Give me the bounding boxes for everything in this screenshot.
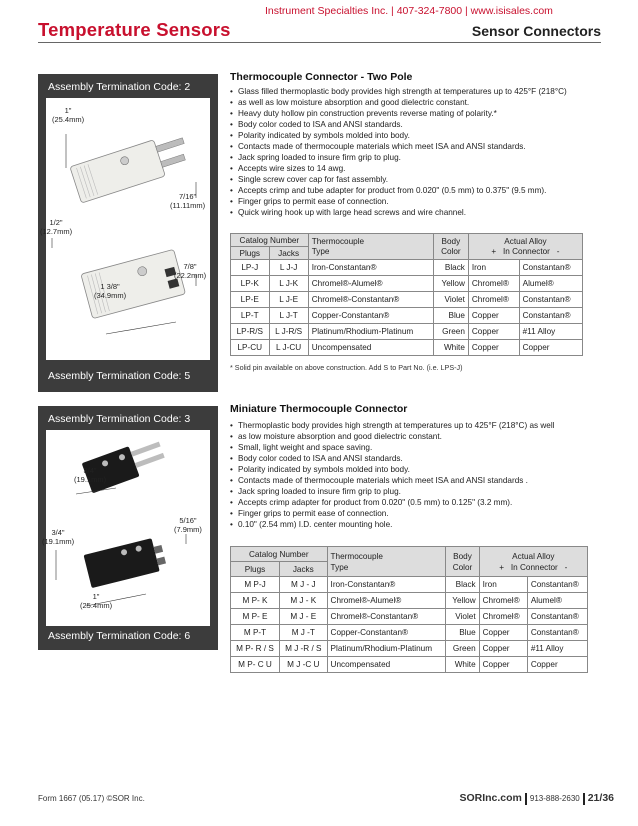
- table-cell: L J-T: [269, 308, 308, 324]
- table-cell: M P-J: [231, 577, 280, 593]
- dimension-label: 1" (25.4mm): [80, 592, 113, 610]
- feature-item: • Heavy duty hollow pin construction prevents reverse mating of polarity.*: [230, 108, 600, 119]
- termination-code-caption: Assembly Termination Code: 2: [48, 81, 191, 93]
- feature-item: • Jack spring loaded to insure firm grip to plug.: [230, 152, 600, 163]
- table-cell: L J-CU: [269, 340, 308, 356]
- feature-item: • Quick wiring hook up with large head screws and wire channel.: [230, 207, 600, 218]
- table-cell: Black: [433, 260, 468, 276]
- table-cell: LP-T: [231, 308, 270, 324]
- feature-item: • Small, light weight and space saving.: [230, 442, 600, 453]
- table-cell: M P- E: [231, 609, 280, 625]
- page-title: Temperature Sensors: [38, 19, 231, 40]
- product-photo-panel-2: [38, 406, 218, 650]
- form-number: Form 1667 (05.17) ©SOR Inc.: [38, 794, 145, 803]
- table-cell: Yellow: [446, 593, 479, 609]
- table-cell: L J-E: [269, 292, 308, 308]
- table-cell: Platinum/Rhodium-Platinum: [327, 641, 446, 657]
- divider: [583, 793, 585, 805]
- table-row: [231, 324, 583, 340]
- column-header-alloy: Actual Alloy + In Connector -: [479, 547, 587, 577]
- table-cell: Iron-Constantan®: [327, 577, 446, 593]
- column-header-type: Thermocouple Type: [308, 234, 433, 260]
- column-header-alloy: Actual Alloy + In Connector -: [468, 234, 582, 260]
- footnote: * Solid pin available on above construction. Add S to Part No. (i.e. LPS-J): [230, 363, 463, 372]
- table-cell: Chromel®: [468, 292, 519, 308]
- table-cell: Constantan®: [527, 625, 587, 641]
- table-cell: Copper: [527, 657, 587, 673]
- table-cell: Blue: [446, 625, 479, 641]
- feature-item: • Jack spring loaded to insure firm grip to plug.: [230, 486, 600, 497]
- table-cell: Black: [446, 577, 479, 593]
- feature-item: • Finger grips to permit ease of connection.: [230, 508, 600, 519]
- table-cell: Uncompensated: [308, 340, 433, 356]
- feature-item: • Glass filled thermoplastic body provides high strength at temperatures up to 425°F (218°C): [230, 86, 600, 97]
- dimension-label: 7/16" (11.11mm): [170, 192, 206, 210]
- table-cell: Constantan®: [527, 609, 587, 625]
- table-cell: M J -T: [280, 625, 328, 641]
- table-cell: LP-J: [231, 260, 270, 276]
- feature-list: [230, 420, 600, 530]
- feature-item: • as low moisture absorption and good dielectric constant.: [230, 431, 600, 442]
- feature-item: • Polarity indicated by symbols molded into body.: [230, 464, 600, 475]
- table-cell: Copper: [519, 340, 582, 356]
- table-cell: Chromel®-Alumel®: [308, 276, 433, 292]
- column-header-catalog: Catalog Number: [231, 547, 328, 562]
- header-contact: Instrument Specialties Inc. | 407-324-7800 | www.isisales.com: [265, 5, 553, 17]
- column-header-type: Thermocouple Type: [327, 547, 446, 577]
- feature-item: • Finger grips to permit ease of connection.: [230, 196, 600, 207]
- table-cell: Iron: [479, 577, 527, 593]
- table-cell: L J-R/S: [269, 324, 308, 340]
- table-cell: M J - E: [280, 609, 328, 625]
- catalog-table: [230, 233, 583, 356]
- table-cell: Violet: [446, 609, 479, 625]
- table-cell: Yellow: [433, 276, 468, 292]
- feature-item: • Single screw cover cap for fast assembly.: [230, 174, 600, 185]
- table-cell: M J - J: [280, 577, 328, 593]
- table-row: [231, 593, 588, 609]
- table-cell: LP-K: [231, 276, 270, 292]
- table-cell: Iron: [468, 260, 519, 276]
- table-cell: White: [446, 657, 479, 673]
- section-title: Thermocouple Connector - Two Pole: [230, 71, 413, 83]
- feature-item: • Contacts made of thermocouple materials which meet ISA and ANSI standards.: [230, 141, 600, 152]
- table-cell: Iron-Constantan®: [308, 260, 433, 276]
- table-cell: L J-K: [269, 276, 308, 292]
- feature-item: • Body color coded to ISA and ANSI standards.: [230, 119, 600, 130]
- table-cell: Chromel®-Alumel®: [327, 593, 446, 609]
- feature-item: • Polarity indicated by symbols molded into body.: [230, 130, 600, 141]
- dimension-label: 1/2" (12.7mm): [40, 218, 73, 236]
- table-cell: Green: [433, 324, 468, 340]
- table-cell: Green: [446, 641, 479, 657]
- dimension-label: 1" (25.4mm): [52, 106, 85, 124]
- dimension-label: 7/8" (22.2mm): [174, 262, 207, 280]
- termination-code-caption: Assembly Termination Code: 6: [48, 630, 191, 642]
- table-cell: M P-T: [231, 625, 280, 641]
- table-cell: L J-J: [269, 260, 308, 276]
- table-row: [231, 260, 583, 276]
- termination-code-caption: Assembly Termination Code: 5: [48, 370, 191, 382]
- table-cell: LP-CU: [231, 340, 270, 356]
- column-header-jacks: Jacks: [269, 247, 308, 260]
- feature-list: [230, 86, 600, 218]
- dimension-label: 3/4" (19.1mm): [74, 466, 107, 484]
- table-row: [231, 609, 588, 625]
- table-cell: M J -R / S: [280, 641, 328, 657]
- table-row: [231, 276, 583, 292]
- column-header-body-color: Body Color: [446, 547, 479, 577]
- table-cell: Copper: [479, 625, 527, 641]
- feature-item: • Accepts crimp adapter for product from 0.020" (0.5 mm) to 0.125" (3.2 mm).: [230, 497, 600, 508]
- column-header-plugs: Plugs: [231, 247, 270, 260]
- table-cell: Violet: [433, 292, 468, 308]
- table-row: [231, 641, 588, 657]
- table-cell: Uncompensated: [327, 657, 446, 673]
- column-header-catalog: Catalog Number: [231, 234, 309, 247]
- divider: [525, 793, 527, 805]
- table-cell: M P- C U: [231, 657, 280, 673]
- table-cell: Blue: [433, 308, 468, 324]
- table-cell: Copper-Constantan®: [327, 625, 446, 641]
- section-title: Miniature Thermocouple Connector: [230, 403, 408, 415]
- header-divider: [38, 42, 601, 43]
- footer-phone: 913-888-2630: [529, 794, 580, 803]
- table-cell: M J -C U: [280, 657, 328, 673]
- table-cell: LP-E: [231, 292, 270, 308]
- table-cell: #11 Alloy: [519, 324, 582, 340]
- table-cell: LP-R/S: [231, 324, 270, 340]
- dimension-label: 1 3/8" (34.9mm): [94, 282, 127, 300]
- feature-item: • as well as low moisture absorption and good dielectric constant.: [230, 97, 600, 108]
- table-cell: Copper: [479, 641, 527, 657]
- feature-item: • Body color coded to ISA and ANSI standards.: [230, 453, 600, 464]
- table-cell: Chromel®: [479, 609, 527, 625]
- table-cell: Chromel®-Constantan®: [308, 292, 433, 308]
- table-cell: Alumel®: [527, 593, 587, 609]
- table-row: [231, 308, 583, 324]
- footer-site: SORInc.com: [459, 792, 522, 804]
- termination-code-caption: Assembly Termination Code: 3: [48, 413, 191, 425]
- photo-area: [40, 98, 210, 360]
- table-cell: Copper: [479, 657, 527, 673]
- table-cell: M P- R / S: [231, 641, 280, 657]
- table-cell: Chromel®: [479, 593, 527, 609]
- table-row: [231, 292, 583, 308]
- table-row: [231, 340, 583, 356]
- table-cell: Alumel®: [519, 276, 582, 292]
- table-cell: Chromel®: [468, 276, 519, 292]
- dimension-label: 5/16" (7.9mm): [174, 516, 202, 534]
- table-cell: M J - K: [280, 593, 328, 609]
- product-photo-panel-1: [38, 74, 218, 392]
- table-cell: Copper: [468, 308, 519, 324]
- table-cell: Copper: [468, 340, 519, 356]
- table-cell: Constantan®: [527, 577, 587, 593]
- column-header-plugs: Plugs: [231, 562, 280, 577]
- section-heading: Sensor Connectors: [471, 23, 601, 39]
- feature-item: • Accepts wire sizes to 14 awg.: [230, 163, 600, 174]
- catalog-table: [230, 546, 588, 673]
- column-header-body-color: Body Color: [433, 234, 468, 260]
- table-cell: Copper: [468, 324, 519, 340]
- dimension-label: 3/4" (19.1mm): [42, 528, 75, 546]
- page-number: 21/36: [587, 792, 614, 804]
- column-header-jacks: Jacks: [280, 562, 328, 577]
- feature-item: • 0.10" (2.54 mm) I.D. center mounting hole.: [230, 519, 600, 530]
- table-cell: Chromel®-Constantan®: [327, 609, 446, 625]
- table-cell: Constantan®: [519, 308, 582, 324]
- table-row: [231, 625, 588, 641]
- table-cell: Platinum/Rhodium-Platinum: [308, 324, 433, 340]
- feature-item: • Accepts crimp and tube adapter for product from 0.020" (0.5 mm) to 0.375" (9.5 mm).: [230, 185, 600, 196]
- feature-item: • Thermoplastic body provides high strength at temperatures up to 425°F (218°C) as well: [230, 420, 600, 431]
- table-row: [231, 577, 588, 593]
- table-cell: Constantan®: [519, 260, 582, 276]
- table-cell: Constantan®: [519, 292, 582, 308]
- table-cell: Copper-Constantan®: [308, 308, 433, 324]
- table-cell: White: [433, 340, 468, 356]
- feature-item: • Contacts made of thermocouple materials which meet ISA and ANSI standards .: [230, 475, 600, 486]
- table-row: [231, 657, 588, 673]
- table-cell: M P- K: [231, 593, 280, 609]
- photo-area: [42, 430, 210, 626]
- table-cell: #11 Alloy: [527, 641, 587, 657]
- footer-contact: [459, 792, 614, 805]
